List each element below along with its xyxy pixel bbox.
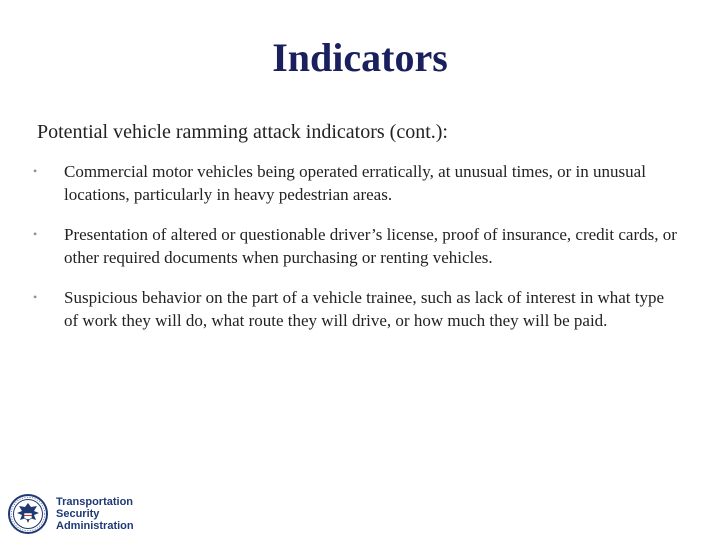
bullet-item: [30, 286, 680, 332]
bullet-list: [30, 160, 680, 349]
slide-title: Indicators: [272, 35, 448, 80]
bullet-icon: •: [33, 164, 38, 178]
bullet-icon: •: [33, 227, 38, 241]
bullet-text: Commercial motor vehicles being operated erratically, at unusual times, or in unusual locations, particularly in heavy pedestrian areas.: [64, 162, 646, 204]
bullet-item: [30, 160, 680, 206]
bullet-text: Presentation of altered or questionable driver’s license, proof of insurance, credit cards, or other required documents when purchasing or renting vehicles.: [64, 225, 677, 267]
logo-line-transportation: Transportation: [56, 496, 134, 508]
tsa-wordmark: [56, 496, 134, 532]
intro-text: Potential vehicle ramming attack indicators (cont.):: [37, 121, 448, 143]
bullet-text: Suspicious behavior on the part of a vehicle trainee, such as lack of interest in what type of work they will do, what route they will drive, or how much they will be paid.: [64, 288, 665, 330]
tsa-logo: [8, 494, 134, 534]
bullet-item: [30, 223, 680, 269]
bullet-icon: •: [33, 290, 38, 304]
logo-line-security: Security: [56, 508, 100, 520]
dhs-seal-icon: [8, 494, 48, 534]
logo-line-administration: Administration: [56, 520, 134, 532]
